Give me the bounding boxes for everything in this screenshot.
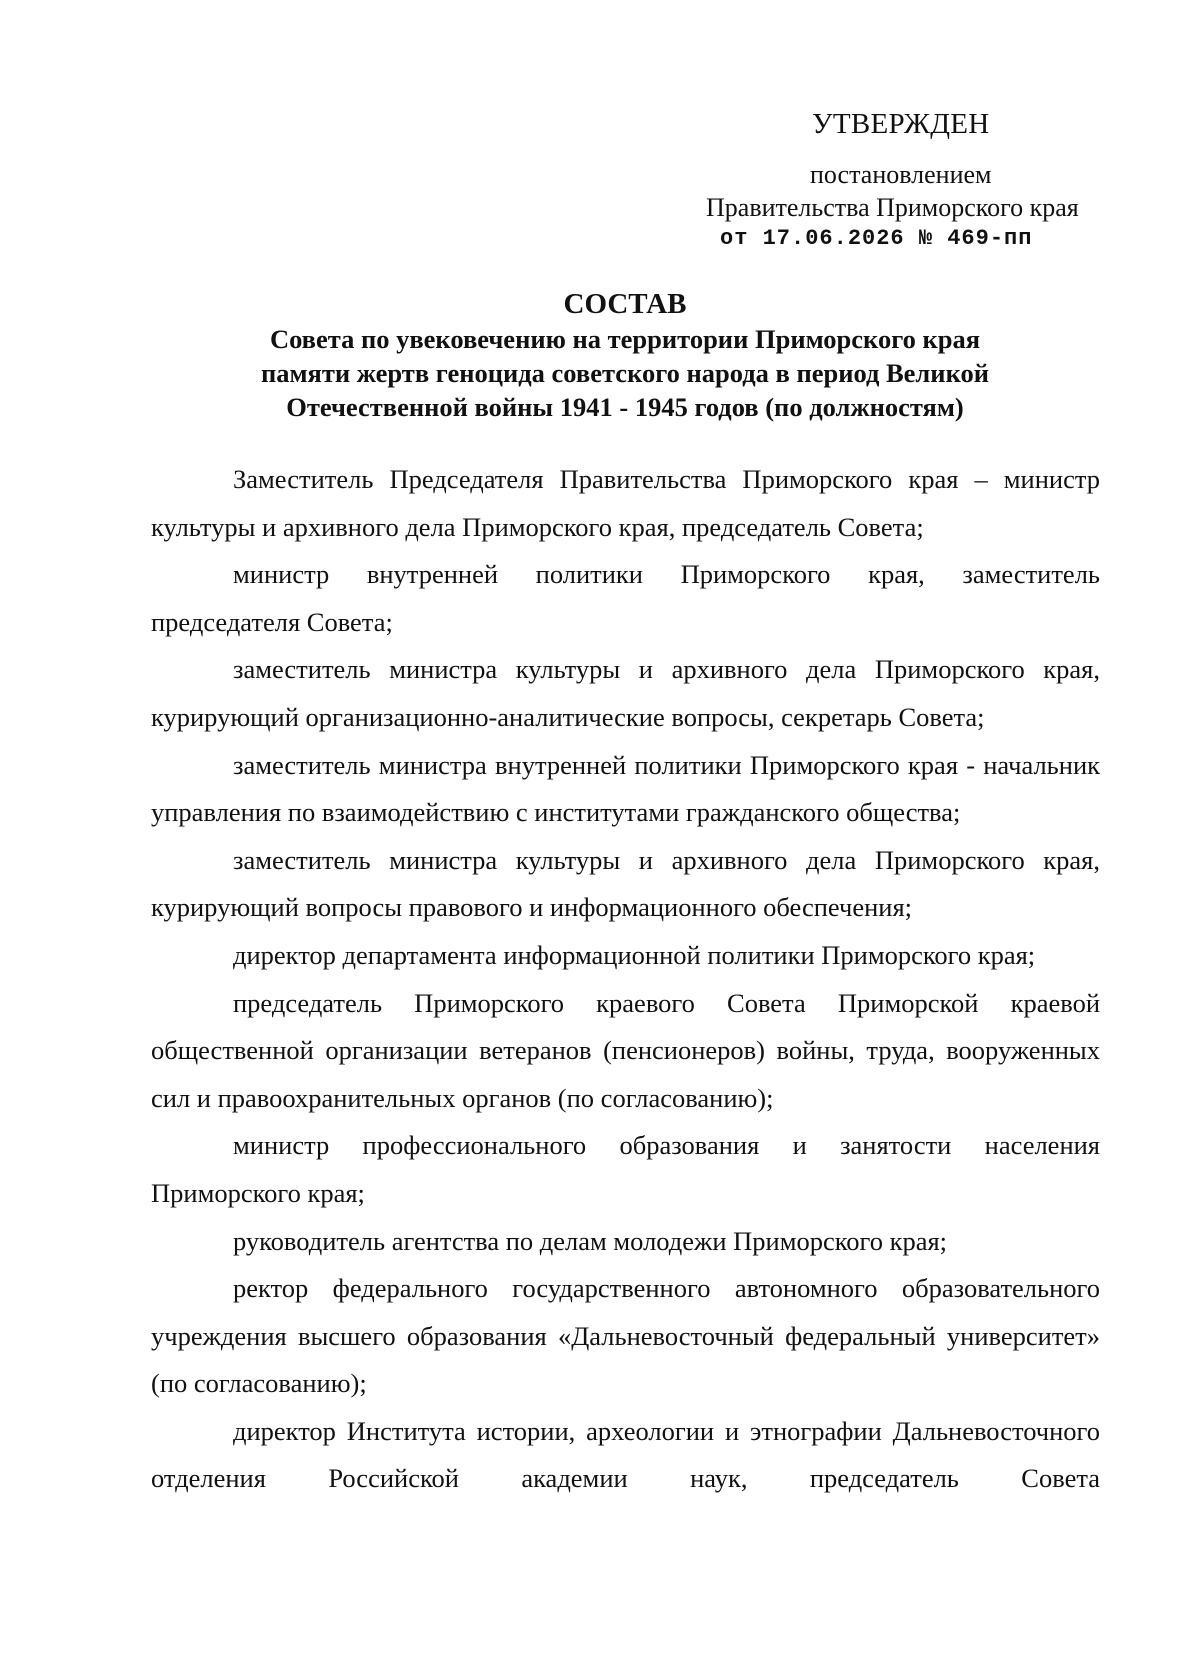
member-item: министр внутренней политики Приморского края, заместитель председателя Совета; — [151, 559, 1100, 637]
member-item: заместитель министра культуры и архивного дела Приморского края, курирующий вопросы правового и информационного обеспечения; — [151, 844, 1100, 923]
approval-line-1: постановлением — [810, 160, 992, 189]
approval-line-2: Правительства Приморского края — [706, 193, 1079, 222]
approval-title: УТВЕРЖДЕН — [812, 108, 990, 140]
member-item: председатель Приморского краевого Совета Приморской краевой общественной организации ветеранов (пенсионеров) войны, труда, вооруженных сил и правоохранительных органов (по согласованию); — [151, 987, 1100, 1113]
member-item: директор Института истории, археологии и этнографии Дальневосточного отделения Российской академии наук, председатель Совета — [151, 1415, 1100, 1494]
subtitle-line-3: Отечественной войны 1941 - 1945 годов (по должностям) — [286, 392, 964, 422]
document-title: СОСТАВ — [563, 288, 687, 320]
member-item: директор департамента информационной политики Приморского края; — [233, 939, 1036, 970]
member-item: ректор федерального государственного автономного образовательного учреждения высшего образования «Дальневосточный федеральный университет» (по согласованию); — [151, 1273, 1100, 1399]
subtitle-line-2: памяти жертв геноцида советского народа в период Великой — [260, 358, 990, 388]
member-item: Заместитель Председателя Правительства Приморского края – министр культуры и архивного дела Приморского края, председатель Совета; — [151, 464, 1100, 542]
member-item: руководитель агентства по делам молодежи Приморского края; — [233, 1225, 948, 1256]
member-item: заместитель министра внутренней политики Приморского края - начальник управления по взаимодействию с институтами гражданского общества; — [151, 749, 1100, 828]
subtitle-line-1: Совета по увековечению на территории Приморского края — [269, 324, 981, 354]
document-subtitle — [100, 322, 1150, 424]
member-item: министр профессионального образования и занятости населения Приморского края; — [151, 1130, 1100, 1208]
member-item: заместитель министра культуры и архивного дела Приморского края, курирующий организационно-аналитические вопросы, секретарь Совета; — [151, 654, 1100, 732]
members-list — [151, 456, 1100, 1503]
approval-date-number: от 17.06.2026 № 469-пп — [720, 226, 1033, 251]
